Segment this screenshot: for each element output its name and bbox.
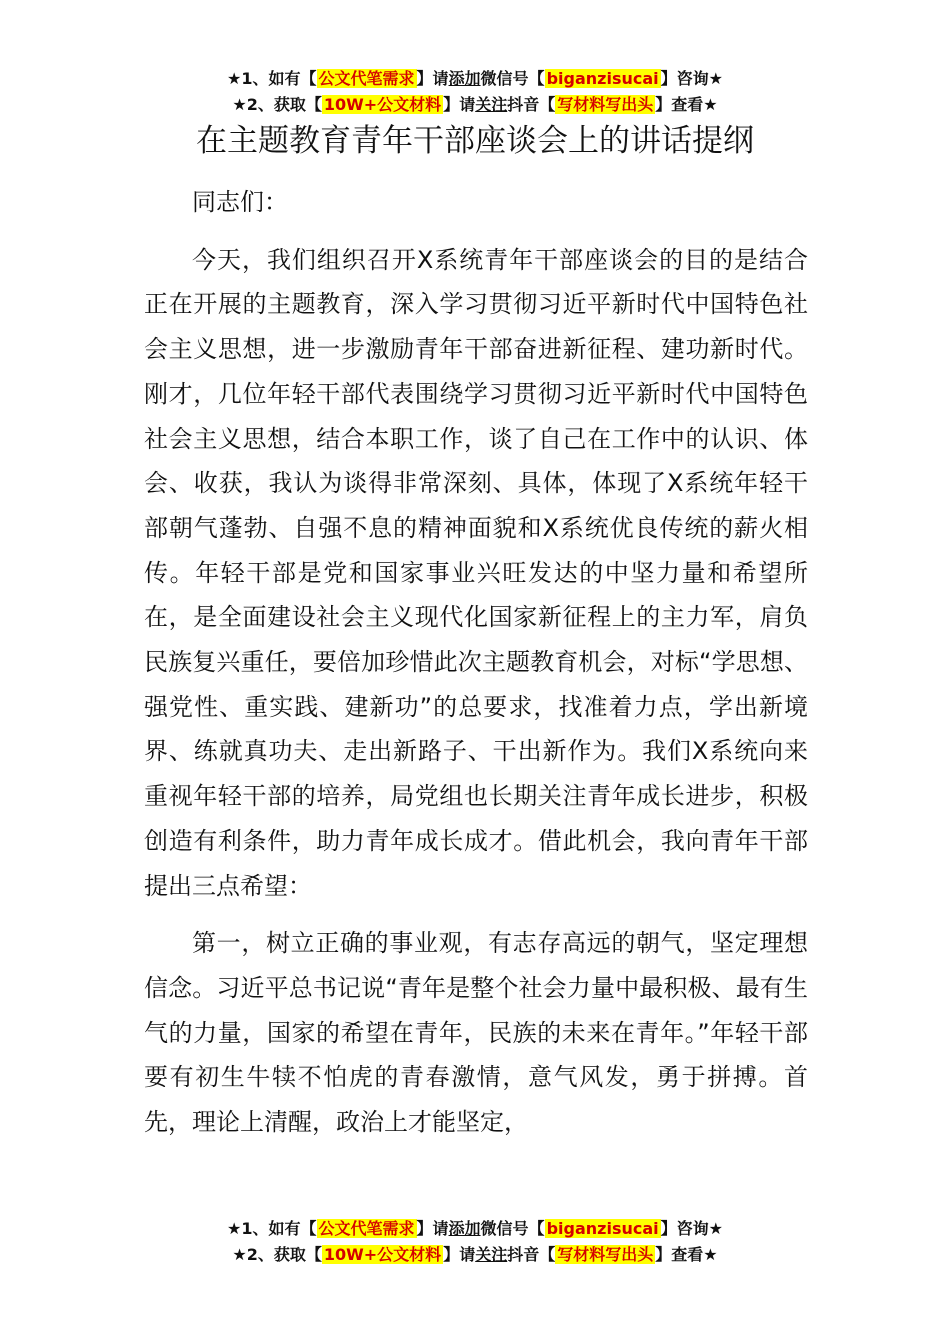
banner-text: 】查看★ bbox=[655, 95, 718, 114]
highlight-text: biganzisucai bbox=[546, 1219, 659, 1238]
highlight-text: 10W+公文材料 bbox=[323, 1245, 442, 1264]
underlined-text: 关注 bbox=[475, 95, 508, 114]
banner-text: 】查看★ bbox=[655, 1245, 718, 1264]
banner-text: 抖音【 bbox=[507, 1245, 556, 1264]
greeting: 同志们： bbox=[192, 188, 288, 216]
banner-text: 微信号【 bbox=[480, 1219, 545, 1238]
banner-text: ★2、获取【 bbox=[232, 1245, 322, 1264]
highlight-text: 写材料写出头 bbox=[557, 1245, 654, 1264]
document-body bbox=[144, 180, 808, 1145]
highlight-text: 公文代笔需求 bbox=[318, 1219, 415, 1238]
underlined-text: 添加 bbox=[448, 69, 481, 88]
highlight-text: biganzisucai bbox=[546, 69, 659, 88]
banner-text: 抖音【 bbox=[507, 95, 556, 114]
banner-text: ★1、如有【 bbox=[227, 1219, 317, 1238]
banner-text: 】请 bbox=[443, 95, 476, 114]
banner-text: 】请 bbox=[416, 1219, 449, 1238]
underlined-text: 添加 bbox=[448, 1219, 481, 1238]
paragraph: 第一，树立正确的事业观，有志存高远的朝气，坚定理想信念。习近平总书记说“青年是整个社会力量中最积极、最有生气的力量，国家的希望在青年，民族的未来在青年。”年轻干部要有初生牛犊不怕虎的青春激情，意气风发，勇于拼搏。首先，理论上清醒，政治上才能坚定， bbox=[144, 929, 808, 1137]
banner-line-1 bbox=[0, 1216, 950, 1242]
banner-text: 】请 bbox=[416, 69, 449, 88]
highlight-text: 公文代笔需求 bbox=[318, 69, 415, 88]
highlight-text: 写材料写出头 bbox=[557, 95, 654, 114]
header-banner bbox=[0, 66, 950, 118]
footer-banner bbox=[0, 1216, 950, 1268]
paragraph: 今天，我们组织召开X系统青年干部座谈会的目的是结合正在开展的主题教育，深入学习贯彻习近平新时代中国特色社会主义思想，进一步激励青年干部奋进新征程、建功新时代。刚才，几位年轻干部代表围绕学习贯彻习近平新时代中国特色社会主义思想，结合本职工作，谈了自己在工作中的认识、体会、收获，我认为谈得非常深刻、具体，体现了X系统年轻干部朝气蓬勃、自强不息的精神面貌和X系统优良传统的薪火相传。年轻干部是党和国家事业兴旺发达的中坚力量和希望所在，是全面建设社会主义现代化国家新征程上的主力军，肩负民族复兴重任，要倍加珍惜此次主题教育机会，对标“学思想、强党性、重实践、建新功”的总要求，找准着力点，学出新境界、练就真功夫、走出新路子、干出新作为。我们X系统向来重视年轻干部的培养，局党组也长期关注青年成长进步，积极创造有利条件，助力青年成长成才。借此机会，我向青年干部提出三点希望： bbox=[144, 245, 808, 900]
banner-text: 】请 bbox=[443, 1245, 476, 1264]
banner-line-1 bbox=[0, 66, 950, 92]
banner-text: ★1、如有【 bbox=[227, 69, 317, 88]
banner-text: 微信号【 bbox=[480, 69, 545, 88]
banner-text: 】咨询★ bbox=[660, 1219, 723, 1238]
banner-line-2 bbox=[0, 1242, 950, 1268]
banner-text: 】咨询★ bbox=[660, 69, 723, 88]
underlined-text: 关注 bbox=[475, 1245, 508, 1264]
document-title: 在主题教育青年干部座谈会上的讲话提纲 bbox=[196, 123, 754, 159]
banner-line-2 bbox=[0, 92, 950, 118]
banner-text: ★2、获取【 bbox=[232, 95, 322, 114]
highlight-text: 10W+公文材料 bbox=[323, 95, 442, 114]
